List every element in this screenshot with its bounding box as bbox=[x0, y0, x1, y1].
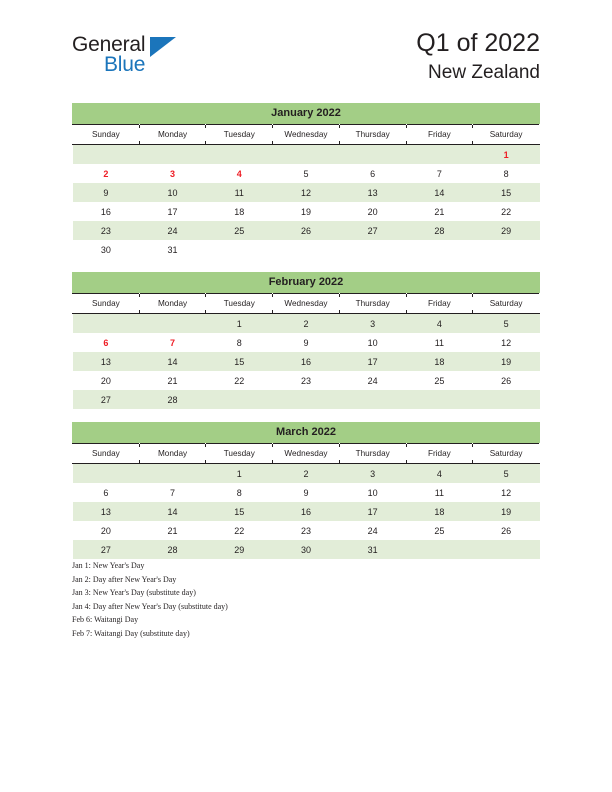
day-cell[interactable]: 27 bbox=[339, 221, 406, 240]
day-cell[interactable]: 21 bbox=[167, 375, 178, 386]
day-cell[interactable]: 8 bbox=[236, 337, 242, 348]
holiday-note: Jan 1: New Year's Day bbox=[72, 561, 145, 570]
day-cell[interactable]: 23 bbox=[300, 525, 311, 536]
weekday-header-thursday: Thursday bbox=[339, 294, 406, 314]
logo-text-blue: Blue bbox=[104, 53, 146, 76]
day-cell-empty bbox=[139, 314, 206, 334]
day-cell[interactable]: 22 bbox=[234, 375, 245, 386]
weekday-header-row bbox=[73, 294, 540, 314]
weekday-header-monday: Monday bbox=[139, 294, 206, 314]
day-cell[interactable]: 23 bbox=[300, 375, 311, 386]
day-cell[interactable]: 24 bbox=[367, 525, 378, 536]
day-cell-empty bbox=[139, 464, 206, 484]
weekday-header-tuesday: Tuesday bbox=[206, 125, 273, 145]
day-cell[interactable]: 14 bbox=[139, 352, 206, 371]
day-cell[interactable]: 23 bbox=[73, 221, 140, 240]
week-row bbox=[73, 333, 540, 352]
day-cell-empty bbox=[206, 240, 273, 259]
page-header bbox=[0, 0, 612, 95]
day-cell[interactable]: 19 bbox=[300, 206, 311, 217]
week-row bbox=[73, 483, 540, 502]
day-cell-empty bbox=[339, 240, 406, 259]
day-cell[interactable]: 10 bbox=[139, 183, 206, 202]
day-cell[interactable]: 27 bbox=[73, 390, 140, 409]
day-cell-empty bbox=[473, 540, 540, 559]
week-row bbox=[73, 390, 540, 409]
day-cell[interactable]: 6 bbox=[103, 487, 109, 498]
day-cell[interactable]: 28 bbox=[139, 390, 206, 409]
holiday-note: Feb 7: Waitangi Day (substitute day) bbox=[72, 628, 190, 638]
day-cell[interactable]: 5 bbox=[303, 168, 309, 179]
weekday-header-sunday: Sunday bbox=[73, 294, 140, 314]
day-cell[interactable]: 19 bbox=[473, 352, 540, 371]
day-cell-holiday[interactable]: 2 bbox=[103, 168, 109, 179]
day-cell[interactable]: 25 bbox=[434, 525, 445, 536]
day-cell-empty bbox=[339, 145, 406, 165]
page-title: Q1 of 2022 bbox=[416, 29, 540, 57]
day-cell[interactable]: 10 bbox=[367, 337, 378, 348]
week-row bbox=[73, 145, 540, 165]
weekday-header-saturday: Saturday bbox=[473, 125, 540, 145]
day-cell-holiday[interactable]: 6 bbox=[103, 337, 109, 348]
day-cell[interactable]: 29 bbox=[473, 221, 540, 240]
day-cell-holiday[interactable]: 1 bbox=[473, 145, 540, 165]
day-cell[interactable]: 31 bbox=[339, 540, 406, 559]
week-row bbox=[73, 202, 540, 221]
day-cell[interactable]: 13 bbox=[339, 183, 406, 202]
day-cell-empty bbox=[406, 390, 473, 409]
day-cell[interactable]: 21 bbox=[434, 206, 445, 217]
weekday-header-friday: Friday bbox=[406, 125, 473, 145]
day-cell[interactable]: 11 bbox=[434, 337, 445, 348]
weekday-header-sunday: Sunday bbox=[73, 444, 140, 464]
week-row bbox=[73, 352, 540, 371]
day-cell[interactable]: 21 bbox=[167, 525, 178, 536]
page-subtitle: New Zealand bbox=[428, 61, 540, 83]
day-cell[interactable]: 17 bbox=[167, 206, 178, 217]
day-cell[interactable]: 24 bbox=[367, 375, 378, 386]
day-cell[interactable]: 16 bbox=[273, 352, 340, 371]
holiday-notes-list bbox=[72, 559, 532, 641]
weekday-header-tuesday: Tuesday bbox=[206, 444, 273, 464]
day-cell-empty bbox=[206, 390, 273, 409]
month-title: March 2022 bbox=[72, 422, 540, 443]
day-cell[interactable]: 9 bbox=[303, 337, 309, 348]
day-cell[interactable]: 26 bbox=[501, 375, 512, 386]
day-cell[interactable]: 15 bbox=[206, 502, 273, 521]
week-row bbox=[73, 221, 540, 240]
day-cell-holiday[interactable]: 4 bbox=[236, 168, 242, 179]
day-cell[interactable]: 28 bbox=[139, 540, 206, 559]
day-cell-empty bbox=[406, 540, 473, 559]
week-row bbox=[73, 502, 540, 521]
day-cell[interactable]: 14 bbox=[139, 502, 206, 521]
day-cell-holiday[interactable]: 7 bbox=[170, 337, 176, 348]
weekday-header-saturday: Saturday bbox=[473, 444, 540, 464]
day-cell[interactable]: 11 bbox=[434, 487, 445, 498]
quarter-calendars bbox=[72, 103, 540, 572]
weekday-header-friday: Friday bbox=[406, 294, 473, 314]
day-cell[interactable]: 31 bbox=[167, 244, 178, 255]
day-cell[interactable]: 20 bbox=[367, 206, 378, 217]
day-cell[interactable]: 28 bbox=[406, 221, 473, 240]
day-cell[interactable]: 1 bbox=[206, 464, 273, 484]
month-block bbox=[72, 272, 540, 409]
day-cell[interactable]: 22 bbox=[234, 525, 245, 536]
month-title: January 2022 bbox=[72, 103, 540, 124]
holiday-note: Feb 6: Waitangi Day bbox=[72, 615, 139, 625]
day-cell[interactable]: 12 bbox=[501, 337, 512, 348]
weekday-header-friday: Friday bbox=[406, 444, 473, 464]
holiday-note: Jan 4: Day after New Year's Day (substitute day) bbox=[72, 601, 228, 611]
day-cell[interactable]: 27 bbox=[73, 540, 140, 559]
day-cell[interactable]: 18 bbox=[406, 502, 473, 521]
day-cell[interactable]: 7 bbox=[436, 168, 442, 179]
day-cell[interactable]: 17 bbox=[339, 352, 406, 371]
day-cell[interactable]: 2 bbox=[273, 464, 340, 484]
day-cell[interactable]: 8 bbox=[503, 168, 509, 179]
day-cell[interactable]: 5 bbox=[473, 314, 540, 334]
day-cell[interactable]: 9 bbox=[73, 183, 140, 202]
day-cell[interactable]: 30 bbox=[273, 540, 340, 559]
weekday-header-saturday: Saturday bbox=[473, 294, 540, 314]
day-cell[interactable]: 10 bbox=[367, 487, 378, 498]
week-row bbox=[73, 540, 540, 559]
day-cell[interactable]: 7 bbox=[170, 487, 176, 498]
weekday-header-thursday: Thursday bbox=[339, 444, 406, 464]
day-cell[interactable]: 3 bbox=[339, 314, 406, 334]
week-row bbox=[73, 464, 540, 484]
day-cell-empty bbox=[273, 240, 340, 259]
weekday-header-sunday: Sunday bbox=[73, 125, 140, 145]
day-cell[interactable]: 5 bbox=[473, 464, 540, 484]
day-cell[interactable]: 18 bbox=[406, 352, 473, 371]
day-cell[interactable]: 9 bbox=[303, 487, 309, 498]
day-cell[interactable]: 29 bbox=[206, 540, 273, 559]
week-row bbox=[73, 164, 540, 183]
day-cell[interactable]: 17 bbox=[339, 502, 406, 521]
day-cell[interactable]: 30 bbox=[100, 244, 111, 255]
day-cell[interactable]: 13 bbox=[73, 352, 140, 371]
day-cell[interactable]: 20 bbox=[100, 525, 111, 536]
week-row bbox=[73, 240, 540, 259]
month-title: February 2022 bbox=[72, 272, 540, 293]
day-cell-empty bbox=[273, 390, 340, 409]
day-cell[interactable]: 22 bbox=[501, 206, 512, 217]
day-cell[interactable]: 25 bbox=[206, 221, 273, 240]
general-blue-logo bbox=[72, 33, 272, 83]
weekday-header-tuesday: Tuesday bbox=[206, 294, 273, 314]
weekday-header-wednesday: Wednesday bbox=[273, 125, 340, 145]
logo-text-general: General bbox=[72, 33, 146, 56]
day-cell[interactable]: 26 bbox=[501, 525, 512, 536]
day-cell[interactable]: 4 bbox=[406, 314, 473, 334]
day-cell[interactable]: 24 bbox=[139, 221, 206, 240]
day-cell[interactable]: 20 bbox=[100, 375, 111, 386]
day-cell[interactable]: 11 bbox=[206, 183, 273, 202]
day-cell[interactable]: 8 bbox=[236, 487, 242, 498]
day-cell[interactable]: 15 bbox=[206, 352, 273, 371]
day-cell-empty bbox=[473, 390, 540, 409]
weekday-header-wednesday: Wednesday bbox=[273, 294, 340, 314]
week-row bbox=[73, 183, 540, 202]
week-row bbox=[73, 371, 540, 390]
month-grid bbox=[72, 124, 540, 259]
day-cell[interactable]: 26 bbox=[273, 221, 340, 240]
day-cell[interactable]: 15 bbox=[473, 183, 540, 202]
weekday-header-row bbox=[73, 125, 540, 145]
holiday-note: Jan 2: Day after New Year's Day bbox=[72, 574, 177, 584]
day-cell[interactable]: 16 bbox=[273, 502, 340, 521]
day-cell-empty bbox=[406, 145, 473, 165]
day-cell[interactable]: 14 bbox=[406, 183, 473, 202]
weekday-header-thursday: Thursday bbox=[339, 125, 406, 145]
weekday-header-wednesday: Wednesday bbox=[273, 444, 340, 464]
day-cell[interactable]: 12 bbox=[501, 487, 512, 498]
day-cell[interactable]: 6 bbox=[370, 168, 376, 179]
day-cell-empty bbox=[273, 145, 340, 165]
day-cell-empty bbox=[73, 314, 140, 334]
day-cell[interactable]: 18 bbox=[234, 206, 245, 217]
day-cell-empty bbox=[206, 145, 273, 165]
month-grid bbox=[72, 293, 540, 409]
day-cell[interactable]: 19 bbox=[473, 502, 540, 521]
day-cell[interactable]: 12 bbox=[273, 183, 340, 202]
day-cell[interactable]: 3 bbox=[339, 464, 406, 484]
weekday-header-monday: Monday bbox=[139, 444, 206, 464]
day-cell-empty bbox=[339, 390, 406, 409]
day-cell-empty bbox=[473, 240, 540, 259]
day-cell-empty bbox=[139, 145, 206, 165]
month-block bbox=[72, 422, 540, 559]
logo-triangle-icon bbox=[150, 37, 176, 57]
day-cell-empty bbox=[73, 145, 140, 165]
month-block bbox=[72, 103, 540, 259]
week-row bbox=[73, 521, 540, 540]
day-cell[interactable]: 2 bbox=[273, 314, 340, 334]
day-cell-holiday[interactable]: 3 bbox=[170, 168, 176, 179]
week-row bbox=[73, 314, 540, 334]
day-cell-empty bbox=[73, 464, 140, 484]
weekday-header-row bbox=[73, 444, 540, 464]
day-cell[interactable]: 1 bbox=[206, 314, 273, 334]
day-cell-empty bbox=[406, 240, 473, 259]
day-cell[interactable]: 13 bbox=[73, 502, 140, 521]
day-cell[interactable]: 25 bbox=[434, 375, 445, 386]
title-block bbox=[416, 29, 540, 84]
day-cell[interactable]: 16 bbox=[100, 206, 111, 217]
day-cell[interactable]: 4 bbox=[406, 464, 473, 484]
weekday-header-monday: Monday bbox=[139, 125, 206, 145]
month-grid bbox=[72, 443, 540, 559]
holiday-note: Jan 3: New Year's Day (substitute day) bbox=[72, 588, 196, 598]
